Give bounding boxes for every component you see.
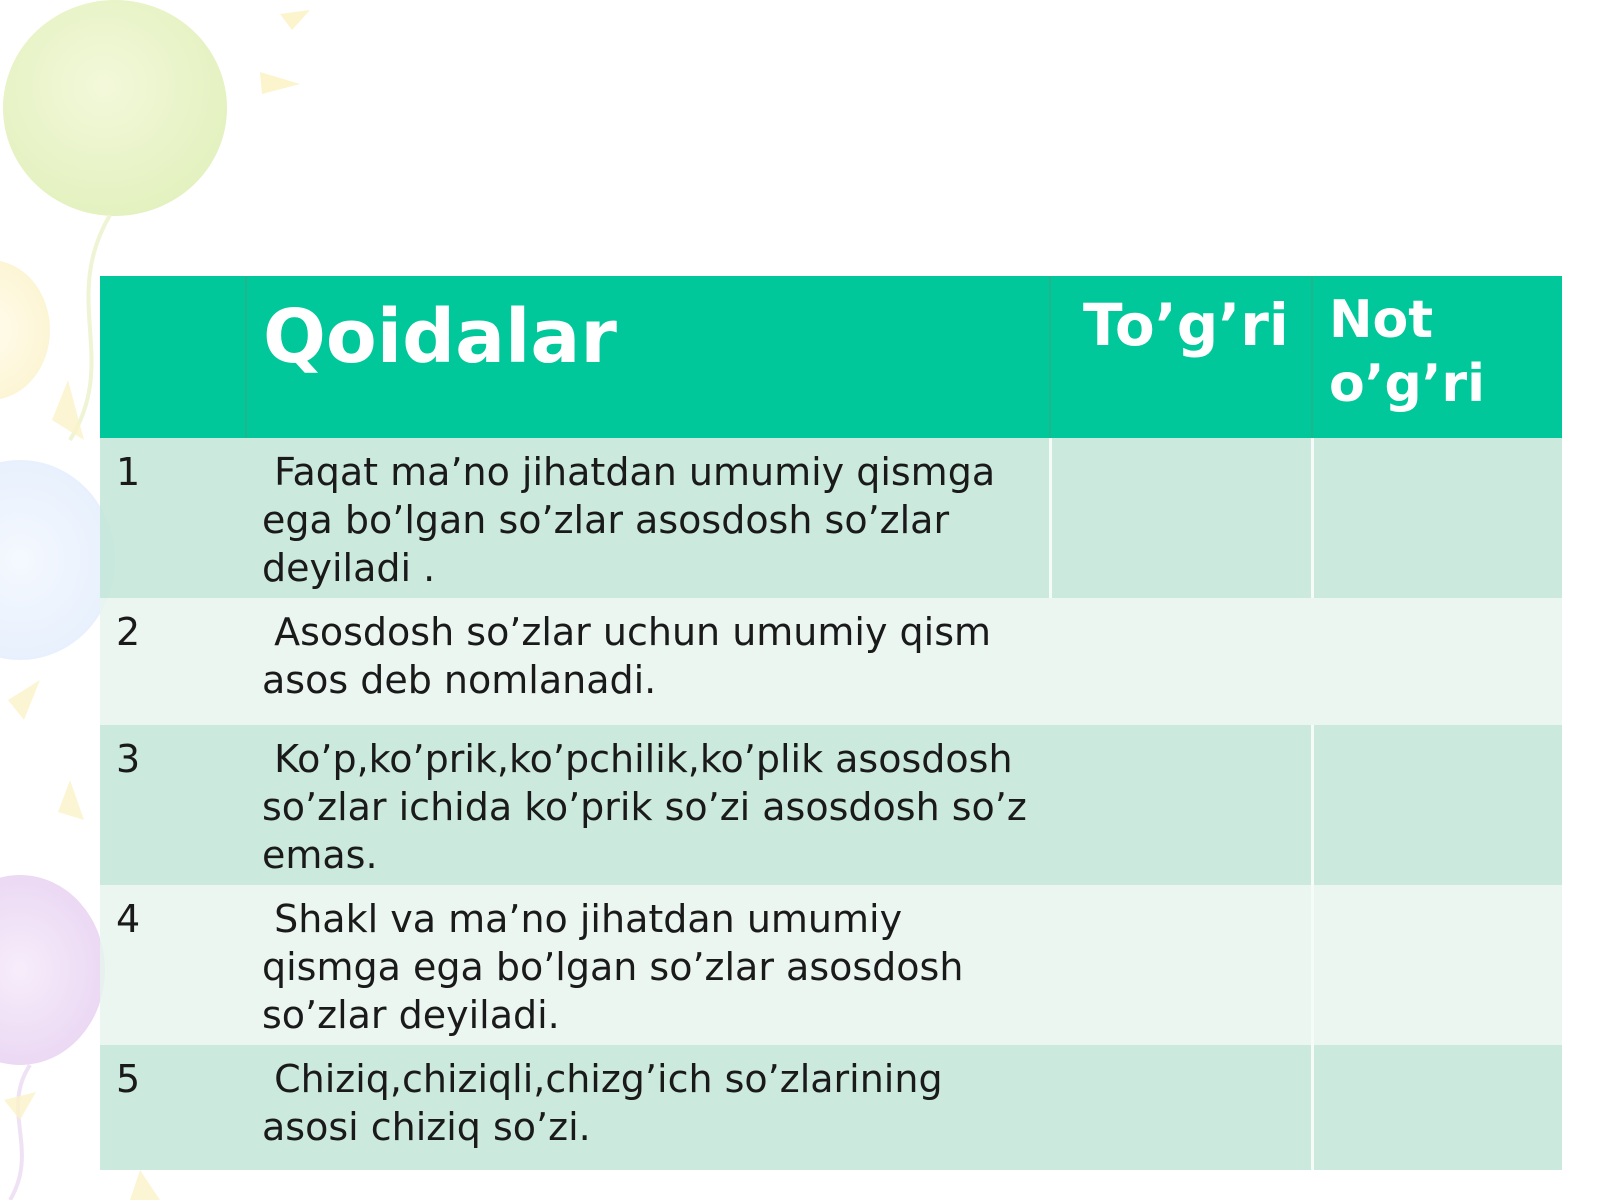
table-header-row — [100, 276, 1562, 438]
table-row — [100, 725, 1562, 885]
rule-text: Shakl va ma’no jihatdan umumiy qismga ega bo’lgan so’zlar asosdosh so’zlar deyiladi. — [262, 897, 976, 1037]
rule-cell — [246, 885, 1050, 1045]
header-correct — [1050, 276, 1312, 438]
correct-answer-cell[interactable] — [1050, 885, 1312, 1045]
correct-answer-cell[interactable] — [1050, 1045, 1312, 1170]
row-number: 5 — [116, 1057, 141, 1101]
table-row — [100, 885, 1562, 1045]
correct-answer-cell[interactable] — [1050, 598, 1312, 725]
header-number — [100, 276, 246, 438]
table-row — [100, 438, 1562, 598]
row-number-cell — [100, 438, 246, 598]
sun-ray-7 — [130, 1170, 160, 1200]
rule-cell — [246, 725, 1050, 885]
rule-text: Chiziq,chiziqli,chizg’ich so’zlarining asosi chiziq so’zi. — [262, 1057, 955, 1149]
table-row — [100, 1045, 1562, 1170]
row-number-cell — [100, 725, 246, 885]
row-number: 1 — [116, 450, 141, 494]
correct-answer-cell[interactable] — [1050, 725, 1312, 885]
row-number-cell — [100, 885, 246, 1045]
row-number-cell — [100, 1045, 246, 1170]
row-number: 2 — [116, 610, 141, 654]
sun-ray-5 — [58, 780, 84, 820]
sun-ray-4 — [8, 680, 40, 720]
yellow-balloon — [0, 260, 50, 400]
row-number-cell — [100, 598, 246, 725]
header-rules — [246, 276, 1050, 438]
incorrect-answer-cell[interactable] — [1312, 885, 1562, 1045]
rule-cell — [246, 438, 1050, 598]
rule-cell — [246, 598, 1050, 725]
incorrect-answer-cell[interactable] — [1312, 1045, 1562, 1170]
rules-table — [100, 276, 1562, 1170]
incorrect-answer-cell[interactable] — [1312, 438, 1562, 598]
header-correct-label: To’g’ri — [1083, 291, 1289, 359]
rule-text: Ko’p,ko’prik,ko’pchilik,ko’plik asosdosh so’zlar ichida ko’prik so’zi asosdosh so’z emas. — [262, 737, 1039, 877]
row-number: 4 — [116, 897, 141, 941]
row-number: 3 — [116, 737, 141, 781]
incorrect-answer-cell[interactable] — [1312, 725, 1562, 885]
table-row — [100, 598, 1562, 725]
green-balloon — [3, 0, 227, 216]
header-incorrect — [1312, 276, 1562, 438]
sun-ray-6 — [4, 1092, 36, 1120]
purple-balloon-string — [10, 1065, 30, 1200]
sun-ray-2 — [280, 10, 310, 30]
rule-text: Asosdosh so’zlar uchun umumiy qism asos deb nomlanadi. — [262, 610, 1004, 702]
rule-text: Faqat ma’no jihatdan umumiy qismga ega bo’lgan so’zlar asosdosh so’zlar deyiladi . — [262, 450, 1008, 590]
header-rules-label: Qoidalar — [263, 294, 617, 380]
rule-cell — [246, 1045, 1050, 1170]
purple-balloon — [0, 875, 105, 1065]
incorrect-answer-cell[interactable] — [1312, 598, 1562, 725]
sun-ray-3 — [52, 380, 84, 440]
sun-ray-1 — [260, 72, 300, 94]
blue-balloon — [0, 460, 115, 660]
correct-answer-cell[interactable] — [1050, 438, 1312, 598]
header-incorrect-label: Noto’g’ri — [1329, 290, 1485, 414]
